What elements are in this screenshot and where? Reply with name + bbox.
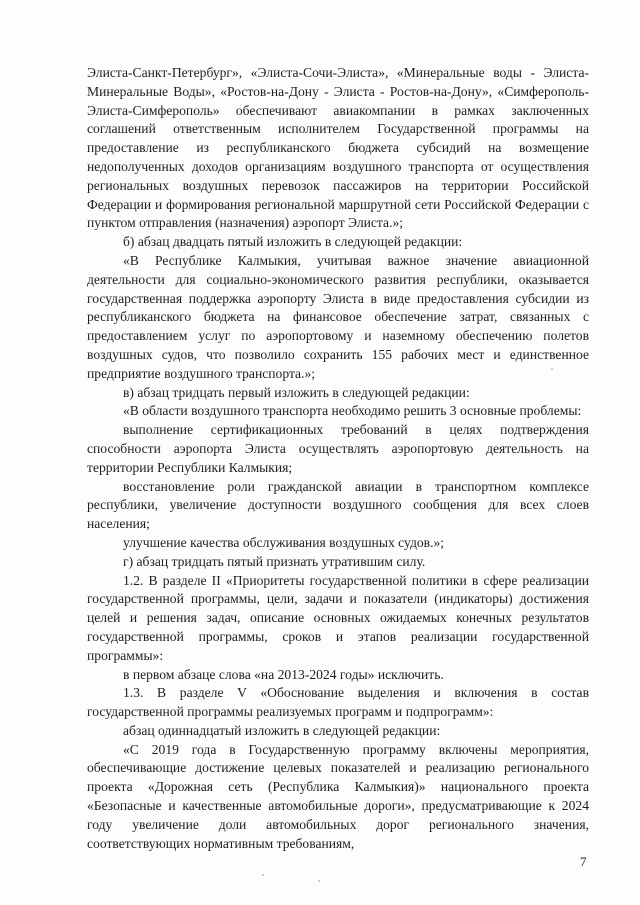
scan-speck bbox=[262, 874, 264, 876]
scan-speck bbox=[551, 368, 553, 370]
page-number: 7 bbox=[580, 854, 587, 869]
paragraph-section-1-2: 1.2. В разделе II «Приоритеты государственной политики в сфере реализации государственной программы, цели, задачи и показатели (индикаторы) достижения целей и решения задач, описание основных ожидаемых конечных результатов государственной программы, сроков и этапов реализации государственной программы»: bbox=[87, 572, 589, 663]
paragraph-item-v: в) абзац тридцать первый изложить в следующей редакции: bbox=[123, 384, 470, 400]
paragraph-item-b: б) абзац двадцать пятый изложить в следующей редакции: bbox=[123, 234, 463, 250]
paragraph-quote-kalmykia: «В Республике Калмыкия, учитывая важное значение авиационной деятельности для социально-экономического развития республики, оказывается государственная поддержка аэропорту Элиста в виде предоставления субсидии из республиканского бюджета на финансовое обеспечение затрат, связанных с предоставлением услуг по аэропортовому и наземному обеспечению полетов воздушных судов, что позволило сохранить 155 рабочих мест и единственное предприятие воздушного транспорта.»; bbox=[87, 252, 589, 381]
paragraph-section-1-3: 1.3. В разделе V «Обоснование выделения и включения в состав государственной программы реализуемых программ и подпрограмм»: bbox=[87, 685, 589, 720]
paragraph-item-g: г) абзац тридцать пятый признать утратившим силу. bbox=[123, 553, 426, 569]
paragraph-eleventh-abzac: абзац одиннадцатый изложить в следующей редакции: bbox=[123, 722, 441, 738]
paragraph-certification: выполнение сертификационных требований в целях подтверждения способности аэропорта Элиста осуществлять аэропортовую деятельность на территории Республики Калмыкия; bbox=[87, 422, 589, 475]
scan-speck bbox=[318, 880, 320, 882]
paragraph-quote-air-transport: «В области воздушного транспорта необходимо решить 3 основные проблемы: bbox=[123, 403, 582, 419]
paragraph-first-abzac: в первом абзаце слова «на 2013-2024 годы» исключить. bbox=[123, 666, 444, 682]
paragraph-continuation: Элиста-Санкт-Петербург», «Элиста-Сочи-Элиста», «Минеральные воды - Элиста-Минеральные Воды», «Ростов-на-Дону - Элиста - Ростов-на-Дону», «Симферополь-Элиста-Симферополь» обеспечивают авиакомпании в рамках заключенных соглашений ответственным исполнителем Государственной программы на предоставление из республиканского бюджета субсидий на возмещение недополученных доходов организациям воздушного транспорта от осуществления региональных воздушных перевозок пассажиров на территории Российской Федерации и формирования региональной маршрутной сети Российской Федерации с пунктом отправления (назначения) аэропорт Элиста.»; bbox=[87, 65, 589, 231]
paragraph-quote-2019: «С 2019 года в Государственную программу включены мероприятия, обеспечивающие достижение целевых показателей и реализацию регионального проекта «Дорожная сеть (Республика Калмыкия)» национального проекта «Безопасные и качественные автомобильные дороги», предусматривающие к 2024 году увеличение доли автомобильных дорог регионального значения, соответствующих нормативным требованиям, bbox=[87, 741, 589, 851]
paragraph-service-quality: улучшение качества обслуживания воздушных судов.»; bbox=[123, 534, 445, 550]
paragraph-civil-aviation: восстановление роли гражданской авиации в транспортном комплексе республики, увеличение доступности воздушного сообщения для всех слоев населения; bbox=[87, 478, 589, 532]
document-body bbox=[87, 64, 589, 853]
